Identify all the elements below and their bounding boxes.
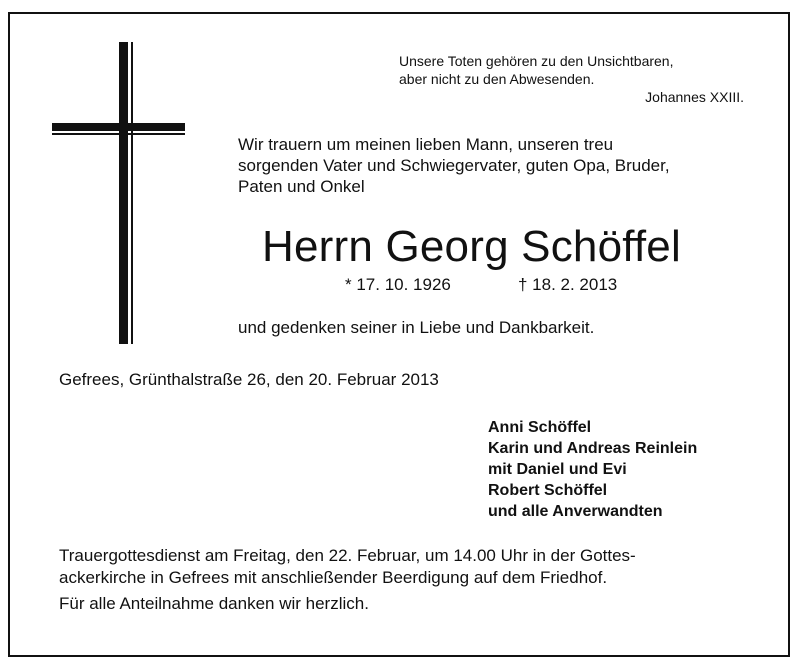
mourner-5: und alle Anverwandten xyxy=(488,503,663,520)
mourning-intro xyxy=(238,134,758,197)
mourner-3: mit Daniel und Evi xyxy=(488,461,627,478)
mourner-1: Anni Schöffel xyxy=(488,419,592,436)
quote-author: Johannes XXIII. xyxy=(645,89,744,105)
intro-line-3: Paten und Onkel xyxy=(238,177,365,196)
death-date: † 18. 2. 2013 xyxy=(518,275,618,294)
intro-line-2: sorgenden Vater und Schwiegervater, guten Opa, Bruder, xyxy=(238,156,670,175)
cross-vertical-line xyxy=(131,42,133,344)
mourners-list xyxy=(488,417,697,522)
quote-line-2: aber nicht zu den Abwesenden. xyxy=(399,71,595,87)
mourner-4: Robert Schöffel xyxy=(488,482,608,499)
deceased-name: Herrn Georg Schöffel xyxy=(262,222,681,271)
mourner-2: Karin und Andreas Reinlein xyxy=(488,440,698,457)
service-line-1: Trauergottesdienst am Freitag, den 22. Februar, um 14.00 Uhr in der Gottes- xyxy=(59,546,636,565)
birth-date: * 17. 10. 1926 xyxy=(345,275,451,294)
quote-line-1: Unsere Toten gehören zu den Unsichtbaren, xyxy=(399,53,674,69)
service-line-2: ackerkirche in Gefrees mit anschließender Beerdigung auf dem Friedhof. xyxy=(59,568,608,587)
remembrance-text: und gedenken seiner in Liebe und Dankbarkeit. xyxy=(238,318,595,337)
thanks-text: Für alle Anteilnahme danken wir herzlich. xyxy=(59,594,369,613)
memorial-quote xyxy=(399,52,744,106)
cross-horizontal-bar xyxy=(52,123,185,131)
cross-horizontal-line xyxy=(52,133,185,135)
funeral-service-info xyxy=(59,545,759,589)
intro-line-1: Wir trauern um meinen lieben Mann, unseren treu xyxy=(238,135,614,154)
cross-vertical-bar xyxy=(119,42,128,344)
place-and-date: Gefrees, Grünthalstraße 26, den 20. Februar 2013 xyxy=(59,370,439,389)
